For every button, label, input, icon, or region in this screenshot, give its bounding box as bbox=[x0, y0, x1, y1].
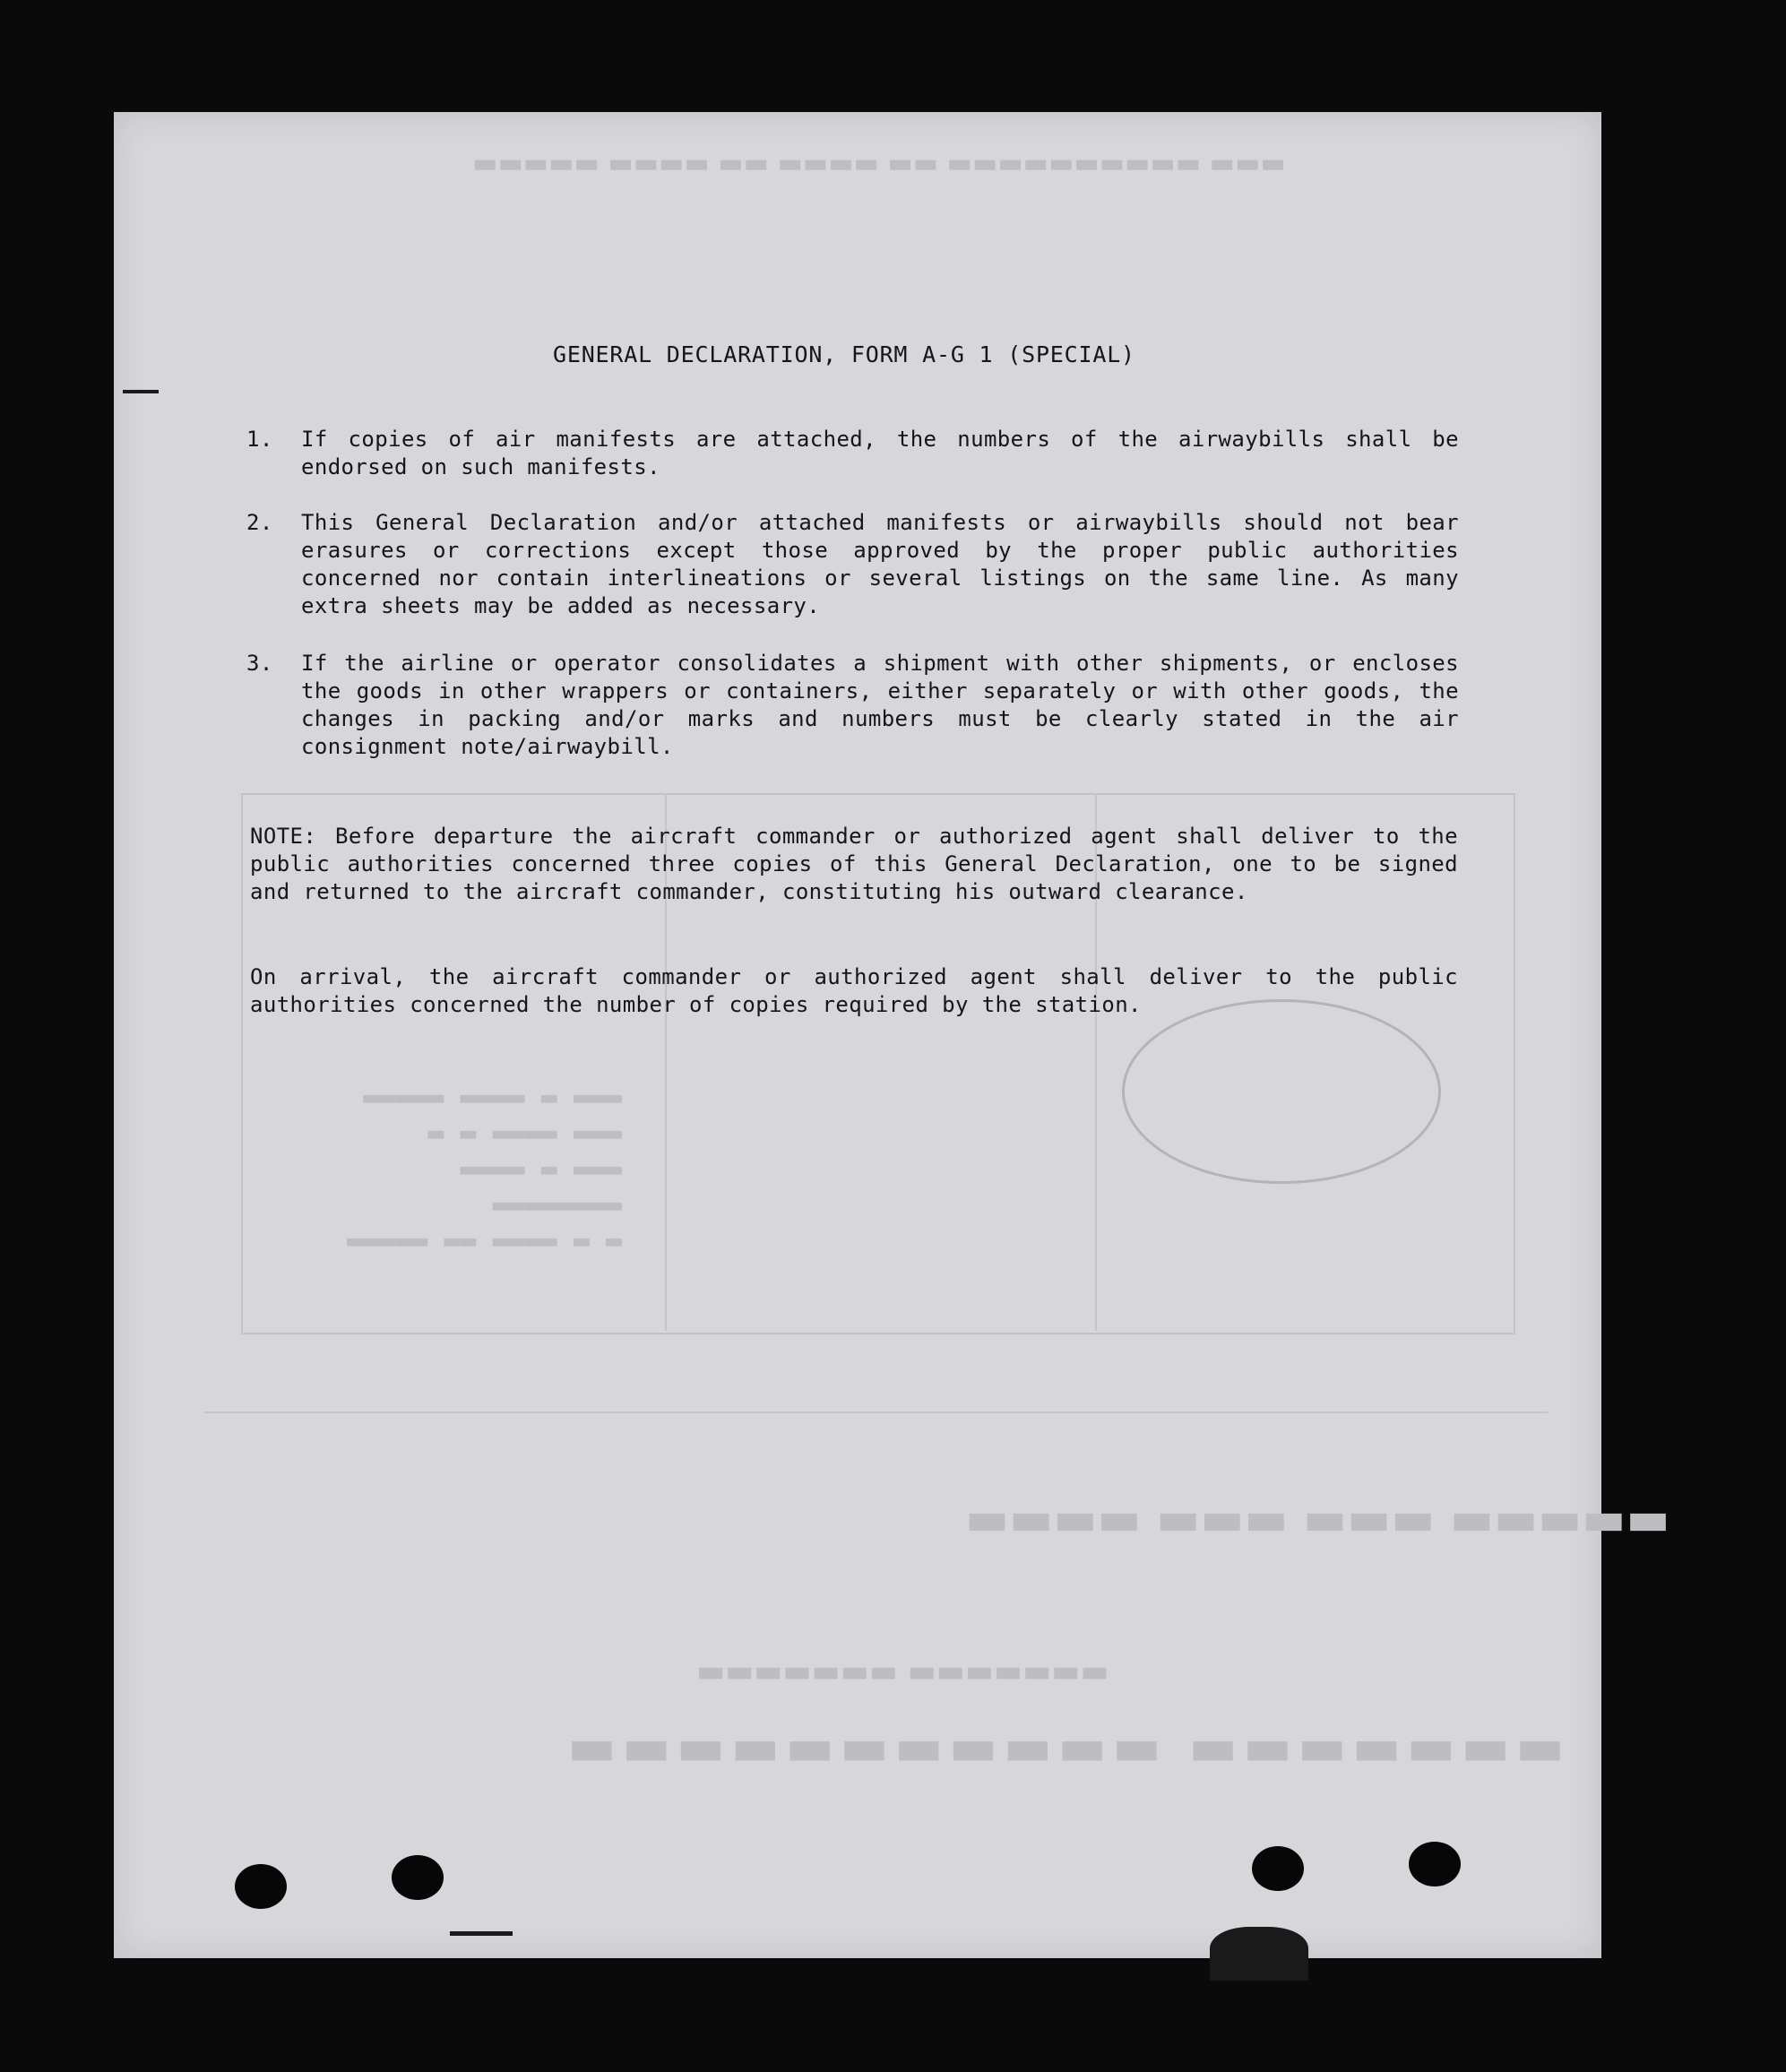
arrival-note: On arrival, the aircraft commander or authorized agent shall deliver to the public authorities concerned the number of copies required by the station. bbox=[250, 964, 1458, 1017]
departure-note: NOTE: Before departure the aircraft commander or authorized agent shall deliver to the public authorities concerned three copies of this General Declaration, one to be signed and returned to the aircraft commander, constituting his outward clearance. bbox=[250, 824, 1458, 904]
punch-hole bbox=[235, 1864, 287, 1909]
bottom-tab-mark bbox=[1210, 1927, 1308, 1981]
item-text: This General Declaration and/or attached manifests or airwaybills should not bear erasures or corrections except those approved by the proper public authorities concerned nor contain interlineations or several listings on the same line. As many extra sheets may be added as necessary. bbox=[301, 510, 1459, 618]
page-title: GENERAL DECLARATION, FORM A-G 1 (SPECIAL) bbox=[553, 341, 1135, 367]
bleed-through-round-stamp bbox=[1122, 999, 1441, 1184]
bleed-through-row bbox=[203, 1412, 1548, 1413]
bleed-through-subheading: ▬▬▬▬▬▬▬ ▬▬▬▬▬▬▬ bbox=[696, 1653, 1109, 1689]
item-number: 1. bbox=[246, 427, 273, 452]
document-sheet bbox=[114, 112, 1670, 1958]
item-number: 2. bbox=[246, 510, 273, 535]
punch-hole bbox=[1252, 1846, 1304, 1891]
bleed-through-large-heading: ▬▬▬▬▬▬▬ ▬▬▬▬▬▬▬▬▬▬▬ bbox=[562, 1716, 1565, 1777]
ink-mark bbox=[450, 1931, 513, 1936]
item-text: If the airline or operator consolidates a shipment with other shipments, or encloses the goods in other wrappers or containers, either separately or with other goods, the changes in packing and/or marks and numbers must be clearly stated in the air consignment note/airwaybill. bbox=[301, 651, 1459, 759]
item-text: If copies of air manifests are attached, the numbers of the airwaybills shall be endorsed on such manifests. bbox=[301, 427, 1459, 479]
punch-hole bbox=[1409, 1842, 1461, 1886]
punch-hole bbox=[392, 1855, 444, 1900]
bleed-through-stamp-text: ▬▬▬ ▬ ▬▬▬▬ ▬▬▬▬▬ ▬▬▬ ▬▬▬▬ ▬ ▬ ▬▬▬ ▬ ▬▬▬▬ ▬▬▬▬▬▬▬▬ ▬ ▬ ▬▬▬▬ ▬▬ ▬▬▬▬▬ bbox=[347, 1082, 623, 1256]
bleed-through-heading: ▬▬▬ ▬▬▬▬▬▬▬▬▬▬ ▬▬ ▬▬▬▬ ▬▬ ▬▬▬▬ ▬▬▬▬▬ bbox=[472, 148, 1286, 179]
ink-mark bbox=[123, 390, 159, 393]
item-number: 3. bbox=[246, 651, 273, 676]
bleed-through-company-name: ▬▬▬▬▬ ▬▬▬ ▬▬▬ ▬▬▬▬ bbox=[965, 1492, 1670, 1546]
